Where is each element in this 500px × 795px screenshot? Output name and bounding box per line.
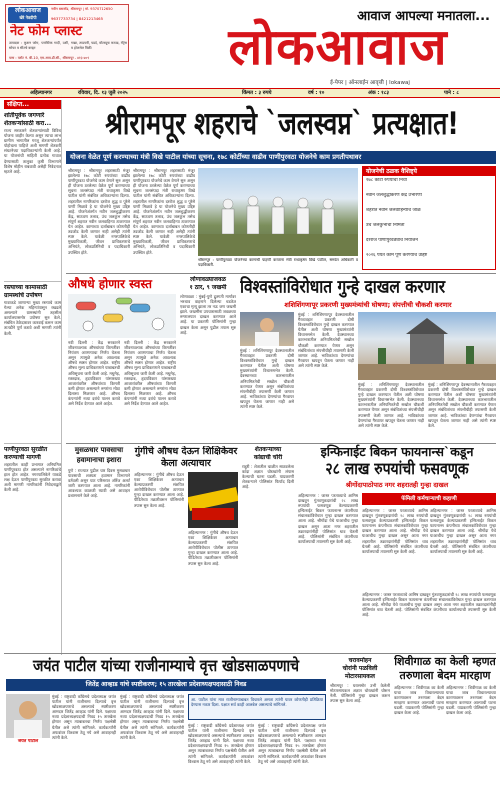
shivigal-body-col2: अहिल्यानगर : शिवीगाळ का केली याचा जाब विचारल्याच्या कारणावरून तरुणाला बेदम मारहाण करण्यात आल्याची घटना घडली. याप्रकरणी पोलिसांनी गुन्हा दाखल केला आहे. [446, 685, 496, 716]
vishwas-temple-photo [358, 312, 496, 380]
ad-brand-top: लोकआवाज [15, 7, 41, 14]
infinite-body-col2: अहिल्यानगर : जास्त परताव्याचे आमिष दाखवून गुंतवणूकदारांची २८ लाख रुपयांची फसवणूक केल्याप्रकरणी इन्फिनाईट बिकन फायनान्स कंपनीच्या संचालकांविरोधात गुन्हा दाखल करण्यात आला आहे. श्रीगोंदा येथे याआधीच गुन्हा दाखल असून आता नगर शहरातील तक्रारदारांनीही पोलिसांत धाव घेतली आहे. पोलिसांनी संबंधित कंपनीच्या कार्यालयाची तपासणी सुरु केली आहे. [362, 508, 428, 554]
crime-col2-title: चरावमोहन [348, 657, 372, 664]
ad-title: नेट फोम प्लास्ट [10, 24, 83, 39]
infinite-body: अहिल्यानगर : जास्त परताव्याचे आमिष दाखवून गुंतवणूकदारांची २८ लाख रुपयांची फसवणूक केल्याप्रकरणी इन्फिनाईट बिकन फायनान्स कंपनीच्या संचालकांविरोधात गुन्हा दाखल करण्यात आला आहे. श्रीगोंदा येथे याआधीच गुन्हा दाखल असून आता नगर शहरातील तक्रारदारांनीही पोलिसांत धाव घेतली आहे. पोलिसांनी संबंधित कंपनीच्या कार्यालयाची तपासणी सुरु केली आहे. [298, 493, 358, 544]
ad-desc-1: उत्पादक : कुशन फोम, प्लास्टिक गादी, उशी, सोफा व सीटचे कव्हर [9, 41, 69, 50]
lead-headline: श्रीरामपूर शहराचे `जलस्वप्न` प्रत्यक्षात! [105, 105, 459, 142]
shivigal-body: अहिल्यानगर : शिवीगाळ का केली याचा जाब विचारल्याच्या कारणावरून तरुणाला बेदम मारहाण करण्यात आल्याची घटना घडली. याप्रकरणी पोलिसांनी गुन्हा दाखल केला आहे. [394, 685, 444, 716]
shivigal-headline: शिवीगाळ का केली म्हणत तरुणाला बेदम मारहाण [394, 655, 496, 682]
jayant-box-text: आ. पाटील यांना मात्र राजीनाम्याबाबत विचारले असता त्यांनी यावर कोणतीही प्रतिक्रिया देण्यास नकार दिला. पक्षात सर्व काही आलबेल असल्याचे सांगितले. [191, 697, 323, 708]
masthead-tagline: आवाज आपल्या मनातला... [357, 9, 490, 24]
vishwas-deck: शशिशिंगणापूर प्रकरणी मुख्यमंत्र्यांची घोषणा; संपत्तीची चौकशी करणार [284, 301, 452, 309]
right-box-list [363, 176, 495, 267]
jayant-headline: जयंत पाटील यांच्या राजीनाम्याचे वृत्त खोडसाळपणाचे [33, 657, 299, 676]
lead-photo [198, 168, 358, 256]
vishwas-body-col2: मुंबई : शनिशिंगणापूर देवस्थानातील गैरव्यवहार प्रकरणी दोषी विश्वस्तांविरोधात गुन्हे दाखल करण्यात येतील अशी घोषणा मुख्यमंत्र्यांनी विधानसभेत केली. देवस्थानच्या कारभारातील अनियमिततेची सखोल चौकशी करण्यात येणार असून संबंधितांच्या संपत्तीचीही तपासणी केली जाणार आहे. भाविकांच्या देणग्यांचा गैरवापर खपवून घेतला जाणार नाही असे त्यांनी स्पष्ट केले. [298, 312, 354, 368]
infinite-deck: श्रीगोंदापाठोपाठ नगर शहरातही गुन्हा दाखल [345, 481, 449, 489]
vishwas-body-col4: मुंबई : शनिशिंगणापूर देवस्थानातील गैरव्यवहार प्रकरणी दोषी विश्वस्तांविरोधात गुन्हे दाखल करण्यात येतील अशी घोषणा मुख्यमंत्र्यांनी विधानसभेत केली. देवस्थानच्या कारभारातील अनियमिततेची सखोल चौकशी करण्यात येणार असून संबंधितांच्या संपत्तीचीही तपासणी केली जाणार आहे. भाविकांच्या देणग्यांचा गैरवापर खपवून घेतला जाणार नाही असे त्यांनी स्पष्ट केले. [428, 382, 496, 428]
dawakhana-body-col2: नवी दिल्ली : केंद्र सरकारने जीवनावश्यक औषधांच्या किमतींवर नियंत्रण आणण्याचा निर्णय घेतला असून त्यामुळे अनेक आवश्यक औषधे स्वस्त होणार आहेत. राष्ट्रीय औषध मूल्य प्राधिकरणाने याबाबतची अधिसूचना जारी केली आहे. मधुमेह, रक्तदाब, हृदयविकार यांसारख्या आजारांवरील औषधांच्या किमती कमी होणार असल्याने रुग्णांना मोठा दिलासा मिळणार आहे. औषध कंपन्यांनी नव्या दरांचे पालन करावे असे निर्देश देण्यात आले आहेत. [124, 340, 176, 407]
vishwas-headline: विश्वस्तांविरोधात गुन्हे दाखल करणार [240, 276, 446, 297]
sidebar-item-title: पाणीपुरवठा सुरळीत [4, 446, 48, 453]
sidebar-item-title: रस्त्याच्या कामासाठी [4, 284, 48, 291]
right-box [362, 166, 496, 270]
jayant-body-col4: मुंबई : राष्ट्रवादी काँग्रेसचे प्रदेशाध्यक्ष जयंत पाटील यांनी राजीनामा दिल्याचे वृत्त खोडसाळपणाचे असल्याचे स्पष्टीकरण आमदार जितेंद्र आव्हाड यांनी दिले. पक्षाच्या नव्या प्रदेशाध्यक्षपदाची निवड १५ तारखेला होणार असून त्याबाबतचा निर्णय पक्षश्रेष्ठी घेतील असे त्यांनी सांगितले. कार्यकर्त्यांनी अफवांवर विश्वास ठेवू नये असे आवाहनही त्यांनी केले. [258, 723, 326, 764]
sidebar-item-body: शहरातील काही प्रभागात अनियमित पाणीपुरवठा होत असल्याने नागरिकांचे हाल होत आहेत. नगरपालिकेने याकडे लक्ष देऊन पाणीपुरवठा सुरळीत करावा अशी मागणी नागरिकांनी निवेदनाद्वारे केली आहे. [4, 462, 61, 493]
masthead-ad [5, 4, 129, 62]
jayant-portrait-caption: जयंत पाटील [17, 739, 39, 744]
dawakhana-photo [68, 294, 176, 338]
ad-desc-2: गाद्या, ताडपत्री, पडदे, वॉटरप्रूफ कापड, मॅट्रेस व होलसेल विक्री [71, 41, 127, 50]
vishwas-body: मुंबई : शनिशिंगणापूर देवस्थानातील गैरव्यवहार प्रकरणी दोषी विश्वस्तांविरोधात गुन्हे दाखल करण्यात येतील अशी घोषणा मुख्यमंत्र्यांनी विधानसभेत केली. देवस्थानच्या कारभारातील अनियमिततेची सखोल चौकशी करण्यात येणार असून संबंधितांच्या संपत्तीचीही तपासणी केली जाणार आहे. भाविकांच्या देणग्यांचा गैरवापर खपवून घेतला जाणार नाही असे त्यांनी स्पष्ट केले. [240, 348, 294, 410]
bar-price: किंमत : ३ रुपये [242, 90, 272, 96]
vishwas-body-col3: मुंबई : शनिशिंगणापूर देवस्थानातील गैरव्यवहार प्रकरणी दोषी विश्वस्तांविरोधात गुन्हे दाखल करण्यात येतील अशी घोषणा मुख्यमंत्र्यांनी विधानसभेत केली. देवस्थानच्या कारभारातील अनियमिततेची सखोल चौकशी करण्यात येणार असून संबंधितांच्या संपत्तीचीही तपासणी केली जाणार आहे. भाविकांच्या देणग्यांचा गैरवापर खपवून घेतला जाणार नाही असे त्यांनी स्पष्ट केले. [358, 382, 424, 428]
dawakhana-body: नवी दिल्ली : केंद्र सरकारने जीवनावश्यक औषधांच्या किमतींवर नियंत्रण आणण्याचा निर्णय घेतला असून त्यामुळे अनेक आवश्यक औषधे स्वस्त होणार आहेत. राष्ट्रीय औषध मूल्य प्राधिकरणाने याबाबतची अधिसूचना जारी केली आहे. मधुमेह, रक्तदाब, हृदयविकार यांसारख्या आजारांवरील औषधांच्या किमती कमी होणार असल्याने रुग्णांना मोठा दिलासा मिळणार आहे. औषध कंपन्यांनी नव्या दरांचे पालन करावे असे निर्देश देण्यात आले आहेत. [68, 340, 120, 407]
gungi-body-col2: अहिल्यानगर : गुंगीचे औषध देऊन एका शिक्षिकेवर अत्याचार केल्याप्रकरणी संशयित आरोपीविरोधात पोलीस ठाण्यात गुन्हा दाखल करण्यात आला आहे. पीडितेच्या तक्रारीवरून पोलिसांनी तपास सुरु केला आहे. [188, 530, 238, 566]
sidebar-item [4, 443, 61, 662]
lead-deck: योजना वेळेत पूर्ण करण्याच्या मंत्री विखे पाटील यांच्या सूचना, १७८ कोटींच्या वाढीव पाणीपुरवठा योजनेचे काम प्रगतीपथावर [66, 151, 496, 164]
crime-col-body: राहुरी : शेतातील चाळीत साठवलेला कांदा अज्ञात चोरट्यांनी लंपास केल्याची घटना घडली. याप्रकरणी शेतकऱ्याने पोलिसांत फिर्याद दिली आहे. [242, 464, 294, 490]
mumbai-headline: मुसळधार पावसाचा हवामानाचा इशारा [74, 446, 124, 464]
ad-phone: 9637733734 | 8421213465 [51, 16, 104, 21]
lead-body-col2: श्रीरामपूर : श्रीरामपूर शहरासाठी मंजूर झालेल्या १७८ कोटी रुपयांच्या वाढीव पाणीपुरवठा योजनेचे काम वेगाने सुरु असून ही योजना ठरलेल्या वेळेत पूर्ण करण्याच्या सूचना जलसंपदा मंत्री राधाकृष्ण विखे पाटील यांनी संबंधित अधिकाऱ्यांना दिल्या. शहरातील नागरिकांना दररोज शुद्ध व पुरेसे पाणी मिळावे हे या योजनेचे मुख्य उद्दिष्ट आहे. योजनेअंतर्गत नवीन जलशुद्धीकरण केंद्र, साठवण तलाव, उंच जलकुंभ तसेच संपूर्ण शहरात नवीन जलवाहिन्या टाकण्यात येत आहेत. कामाच्या दर्जाबाबत कोणतीही तडजोड केली जाणार नाही असेही त्यांनी स्पष्ट केले. यावेळी नगरपालिकेचे मुख्याधिकारी, जीवन प्राधिकरणाचे अभियंते, लोकप्रतिनिधी व पदाधिकारी उपस्थित होते. [133, 168, 195, 255]
infinite-body-col3: अहिल्यानगर : जास्त परताव्याचे आमिष दाखवून गुंतवणूकदारांची २८ लाख रुपयांची फसवणूक केल्याप्रकरणी इन्फिनाईट बिकन फायनान्स कंपनीच्या संचालकांविरोधात गुन्हा दाखल करण्यात आला आहे. श्रीगोंदा येथे याआधीच गुन्हा दाखल असून आता नगर शहरातील तक्रारदारांनीही पोलिसांत धाव घेतली आहे. पोलिसांनी संबंधित कंपनीच्या कार्यालयाची तपासणी सुरु केली आहे. [430, 508, 496, 554]
divider [4, 653, 496, 654]
bar-year: वर्ष : १० [308, 90, 325, 96]
infinite-headline-1: इन्फिनाईट बिकन फायनान्स`कडून [320, 444, 474, 459]
ad-address: पत्ता : प्लॉट नं. बी-10, एम.आय.डी.सी., श्रीरामपूर - ४१३ ७०९ [9, 56, 90, 60]
crime-col2-subtitle: चोरांनी पळविली मोटारसायकल [342, 665, 378, 680]
pills-icon [68, 294, 176, 338]
mid-col-title: लोणावळ्याजवळ [190, 276, 226, 283]
crime-col2-body: श्रीरामपूर : घरासमोर उभी केलेली मोटारसायकल अज्ञात चोरट्यांनी चोरून नेली. पोलिसांनी गुन्हा दाखल करून तपास सुरु केला आहे. [330, 683, 390, 704]
bar-date: रविवार, दि. १३ जुलै २०२५ [78, 90, 128, 96]
ad-logo-block [8, 7, 48, 23]
right-box-point: २०२६ पर्यंत काम पूर्ण करण्याचे उद्दिष्ट [366, 253, 428, 258]
infinite-box-title: फॅमिली कर्मचाऱ्याची कहाणी [401, 496, 457, 502]
ad-contact: नवीन बसस्टँड, श्रीरामपूर | मो. 9370712650 [51, 7, 113, 11]
sidebar-item-subtitle: शेतकऱ्यांसाठी करा... [4, 120, 52, 127]
jayant-deck: जितेंद्र आव्हाड यांचे स्पष्टीकरण; १५ तारखेला प्रदेशाध्यक्षपदासाठी निवड [6, 679, 326, 691]
right-box-point: शहरात नवीन जलवाहिन्यांचे जाळे [366, 208, 421, 213]
sidebar-item-title: शांतीपूर्वक जगणारे [4, 112, 45, 119]
sidebar-item [4, 112, 61, 278]
ad-brand-sub: खेरे नेत्रदीपी [19, 15, 37, 20]
gungi-body: अहिल्यानगर : गुंगीचे औषध देऊन एका शिक्षिकेवर अत्याचार केल्याप्रकरणी संशयित आरोपीविरोधात पोलीस ठाण्यात गुन्हा दाखल करण्यात आला आहे. पीडितेच्या तक्रारीवरून पोलिसांनी तपास सुरु केला आहे. [134, 472, 184, 508]
crime-col-subtitle: कांद्याची चोरी [253, 454, 283, 461]
jayant-box [188, 694, 326, 720]
lead-photo-caption: श्रीरामपूर : पाणीपुरवठा योजनेच्या कामाची पाहणी करताना मंत्री राधाकृष्ण विखे पाटील, समवेत अधिकारी व पदाधिकारी. [198, 258, 358, 267]
vishwas-photo [240, 312, 294, 346]
jayant-body-col2: मुंबई : राष्ट्रवादी काँग्रेसचे प्रदेशाध्यक्ष जयंत पाटील यांनी राजीनामा दिल्याचे वृत्त खोडसाळपणाचे असल्याचे स्पष्टीकरण आमदार जितेंद्र आव्हाड यांनी दिले. पक्षाच्या नव्या प्रदेशाध्यक्षपदाची निवड १५ तारखेला होणार असून त्याबाबतचा निर्णय पक्षश्रेष्ठी घेतील असे त्यांनी सांगितले. कार्यकर्त्यांनी अफवांवर विश्वास ठेवू नये असे आवाहनही त्यांनी केले. [120, 694, 184, 740]
lead-photo-people-graphic [198, 168, 358, 256]
lead-body: श्रीरामपूर : श्रीरामपूर शहरासाठी मंजूर झालेल्या १७८ कोटी रुपयांच्या वाढीव पाणीपुरवठा योजनेचे काम वेगाने सुरु असून ही योजना ठरलेल्या वेळेत पूर्ण करण्याच्या सूचना जलसंपदा मंत्री राधाकृष्ण विखे पाटील यांनी संबंधित अधिकाऱ्यांना दिल्या. शहरातील नागरिकांना दररोज शुद्ध व पुरेसे पाणी मिळावे हे या योजनेचे मुख्य उद्दिष्ट आहे. योजनेअंतर्गत नवीन जलशुद्धीकरण केंद्र, साठवण तलाव, उंच जलकुंभ तसेच संपूर्ण शहरात नवीन जलवाहिन्या टाकण्यात येत आहेत. कामाच्या दर्जाबाबत कोणतीही तडजोड केली जाणार नाही असेही त्यांनी स्पष्ट केले. यावेळी नगरपालिकेचे मुख्याधिकारी, जीवन प्राधिकरणाचे अभियंते, लोकप्रतिनिधी व पदाधिकारी उपस्थित होते. [68, 168, 130, 255]
mid-col-body: लोणावळा : मुंबई-पुणे द्रुतगती मार्गावर भरधाव वाहनाने दिलेल्या धडकेत एकाचा मृत्यू झाला तर नऊ जण जखमी झाले. जखमींना उपचारासाठी जवळच्या रुग्णालयात दाखल करण्यात आले आहे. या प्रकरणी पोलिसांनी गुन्हा दाखल केला असून पुढील तपास सुरु आहे. [180, 294, 236, 335]
right-box-point: नवीन जलशुद्धीकरण केंद्र उभारणी [366, 193, 422, 198]
bar-paper: अहिल्यानगर [30, 90, 52, 96]
mumbai-body: पुणे : राज्यात पुढील चार दिवस मुसळधार पावसाची शक्यता हवामान विभागाने वर्तवली असून घाट परिसरात ऑरेंज अलर्ट जारी करण्यात आला आहे. नागरिकांनी आवश्यक काळजी घ्यावी असे आवाहन प्रशासनाने केले आहे. [68, 468, 130, 499]
gungi-headline: गुंगीचे औषध देऊन शिक्षिकेवर केला अत्याचार [134, 446, 238, 469]
infinite-body-col4: अहिल्यानगर : जास्त परताव्याचे आमिष दाखवून गुंतवणूकदारांची २८ लाख रुपयांची फसवणूक केल्याप्रकरणी इन्फिनाईट बिकन फायनान्स कंपनीच्या संचालकांविरोधात गुन्हा दाखल करण्यात आला आहे. श्रीगोंदा येथे याआधीच गुन्हा दाखल असून आता नगर शहरातील तक्रारदारांनीही पोलिसांत धाव घेतली आहे. पोलिसांनी संबंधित कंपनीच्या कार्यालयाची तपासणी सुरु केली आहे. [362, 592, 496, 618]
temple-graphic [358, 312, 496, 380]
sidebar [4, 100, 62, 655]
dawakhana-headline: औषधे होणार स्वस्त [68, 277, 152, 291]
jayant-body-col3: मुंबई : राष्ट्रवादी काँग्रेसचे प्रदेशाध्यक्ष जयंत पाटील यांनी राजीनामा दिल्याचे वृत्त खोडसाळपणाचे असल्याचे स्पष्टीकरण आमदार जितेंद्र आव्हाड यांनी दिले. पक्षाच्या नव्या प्रदेशाध्यक्षपदाची निवड १५ तारखेला होणार असून त्याबाबतचा निर्णय पक्षश्रेष्ठी घेतील असे त्यांनी सांगितले. कार्यकर्त्यांनी अफवांवर विश्वास ठेवू नये असे आवाहनही त्यांनी केले. [188, 723, 254, 764]
gungi-photo [188, 472, 238, 528]
sidebar-item-subtitle: ग्रामस्थांचे उपोषण [4, 292, 43, 299]
bar-pages: पाने : ८ [444, 90, 459, 96]
sidebar-item [4, 281, 61, 440]
infinite-headline-2: २८ लाख रुपयांची फसवणूक [325, 460, 469, 479]
bar-issue: अंक : १८३ [368, 90, 389, 96]
infinite-box [362, 493, 496, 505]
right-box-point: दररोज पाणीपुरवठ्याचे नियोजन [366, 238, 418, 243]
masthead-title: लोकआवाज [228, 18, 448, 76]
sidebar-label: संक्षिप्त... [4, 100, 61, 109]
right-box-point: उंच जलकुंभांची निर्मिती [366, 223, 405, 228]
sidebar-item-body: राज्य सरकारने शेतकऱ्यांसाठी विविध योजना जाहीर केल्या असून त्याचा लाभ ग्रामीण भागातील गरजू शेतकऱ्यांपर्यंत पोहोचला पाहिजे अशी मागणी शेतकरी संघटनेच्या पदाधिकाऱ्यांनी केली आहे. या योजनांची माहिती प्रत्येक गावात देण्यासाठी तालुका कृषी विभागाने विशेष मोहीम राबवावी असेही निवेदनात म्हटले आहे. [4, 128, 61, 174]
right-box-point: १७८ कोटी रुपयांचा निधी [366, 178, 407, 183]
jayant-portrait [6, 694, 50, 738]
crime-scene-graphic [188, 472, 238, 528]
cm-portrait-graphic [240, 312, 294, 346]
jayant-body: मुंबई : राष्ट्रवादी काँग्रेसचे प्रदेशाध्यक्ष जयंत पाटील यांनी राजीनामा दिल्याचे वृत्त खोडसाळपणाचे असल्याचे स्पष्टीकरण आमदार जितेंद्र आव्हाड यांनी दिले. पक्षाच्या नव्या प्रदेशाध्यक्षपदाची निवड १५ तारखेला होणार असून त्याबाबतचा निर्णय पक्षश्रेष्ठी घेतील असे त्यांनी सांगितले. कार्यकर्त्यांनी अफवांवर विश्वास ठेवू नये असे आवाहनही त्यांनी केले. [52, 694, 116, 740]
crime-col-title: शेतकऱ्याच्या [254, 446, 282, 453]
masthead-digital-label: ई-पेपर | ऑनलाईन आवृत्ती | lokawaj [330, 80, 410, 86]
jayant-portrait-graphic [6, 694, 50, 738]
sidebar-item-subtitle: करण्याची मागणी [4, 454, 41, 461]
info-bar [0, 88, 500, 98]
mid-col-subtitle: १ ठार, ९ जखमी [189, 284, 227, 291]
right-box-title: योजनेची ठळक वैशिष्ट्ये [363, 167, 495, 176]
sidebar-item-body: गावाकडे जाणाऱ्या मुख्य रस्त्याचे काम गेल्या अनेक महिन्यांपासून रखडले असल्याने ग्रामस्थांनी तहसील कार्यालयासमोर उपोषण सुरु केले. संबंधित ठेकेदारावर कारवाई करून काम तातडीने पूर्ण करावे अशी मागणी त्यांनी केली. [4, 300, 61, 336]
